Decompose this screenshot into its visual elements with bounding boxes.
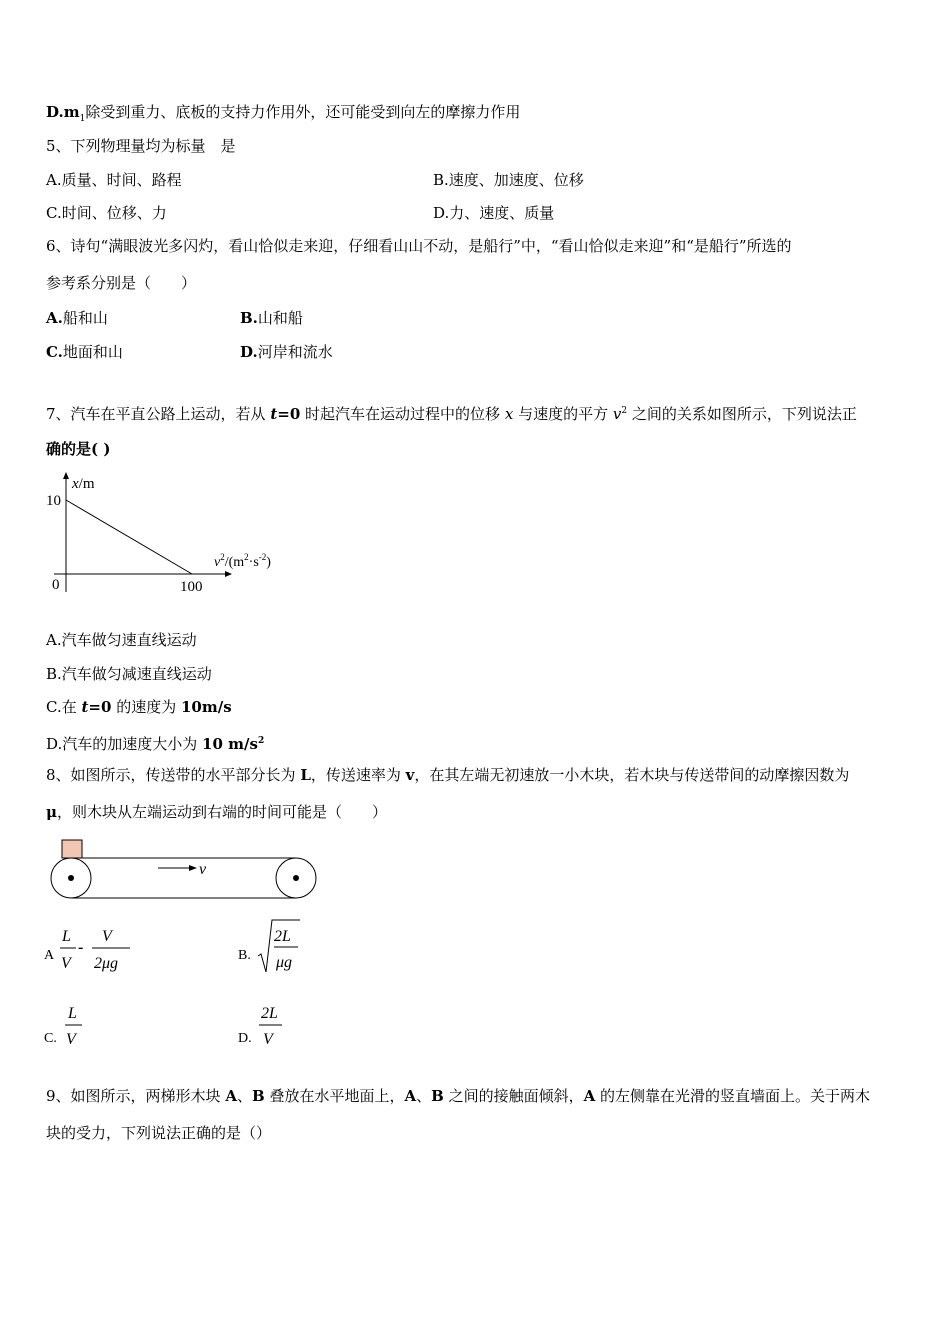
q7-var-v: v [612, 405, 622, 423]
q8-stem-c: ，在其左端无初速放一小木块，若木块与传送带间的动摩擦因数为 [414, 766, 850, 784]
svg-text:V: V [61, 955, 71, 972]
q7-var-x: x [504, 405, 514, 423]
q6-option-a-text: 船和山 [62, 309, 108, 327]
q7-stem-part-b: 时起汽车在运动过程中的位移 [300, 405, 505, 423]
q5-stem: 5、下列物理量均为标量 是 [46, 137, 236, 155]
svg-text:2μg: 2μg [94, 955, 119, 972]
q7-sq: 2 [621, 406, 628, 416]
q7-graph-y-label: x/m [72, 476, 95, 492]
q7-graph-x-intercept: 100 [180, 579, 203, 595]
q9-stem-a: 9、如图所示，两梯形木块 [46, 1087, 226, 1105]
q8-var-mu: μ [46, 803, 57, 821]
q9-var-b: B [251, 1087, 265, 1105]
q9-stem-d: 的左侧靠在光滑的竖直墙面上。关于两木 [595, 1087, 870, 1105]
q8-stem-b: ，传送速率为 [310, 766, 406, 784]
svg-text:μg: μg [276, 954, 293, 971]
q8-belt-label: v [199, 861, 207, 878]
svg-text:V: V [102, 928, 112, 945]
q8-option-c [44, 998, 104, 1050]
q9-sep2: 、 [416, 1087, 432, 1105]
q8-option-d [238, 998, 308, 1050]
q8-stem-a: 8、如图所示，传送带的水平部分长为 [46, 766, 301, 784]
q9-var-b2: B [431, 1087, 444, 1105]
q7-option-d-a: D.汽车的加速度大小为 [46, 735, 203, 753]
q7-stem-part-a: 7、汽车在平直公路上运动，若从 [46, 405, 271, 423]
q5-option-d: D.力、速度、质量 [433, 204, 555, 222]
q6-option-d [240, 342, 333, 362]
q7-option-b: B.汽车做匀减速直线运动 [46, 665, 212, 683]
q7-option-a: A.汽车做匀速直线运动 [46, 631, 197, 649]
q7-stem-part-d: 之间的关系如图所示，下列说法正 [627, 405, 857, 423]
svg-text:V: V [263, 1031, 273, 1048]
q7-stem-part-c: 与速度的平方 [513, 405, 613, 423]
q8-stem-d: ，则木块从左端运动到右端的时间可能是（ ） [56, 803, 387, 821]
q7-graph-y-intercept: 10 [46, 493, 61, 509]
q6-option-b [240, 308, 303, 328]
q6-stem-line2: 参考系分别是（ ） [46, 274, 197, 292]
q6-option-c [46, 342, 123, 362]
q8-stem-line1 [46, 765, 849, 785]
q4-option-d-text: 除受到重力、底板的支持力作用外，还可能受到向左的摩擦力作用 [85, 103, 521, 121]
q8-var-l: L [300, 766, 311, 784]
q7-graph [40, 470, 300, 600]
q4-option-d-sub: 1 [79, 114, 86, 124]
q7-option-d-b: 10 m/s [202, 735, 258, 753]
q7-option-c [46, 697, 232, 717]
svg-text:L: L [68, 1005, 77, 1022]
q4-option-d [46, 102, 520, 129]
q5-option-c: C.时间、位移、力 [46, 204, 167, 222]
q8-var-v: v [405, 766, 415, 784]
q6-option-d-text: 河岸和流水 [257, 343, 333, 361]
q6-stem-line1: 6、诗句“满眼波光多闪灼，看山恰似走来迎，仔细看山山不动，是船行”中，“看山恰似走来迎”和“是船行”所选的 [46, 237, 792, 255]
q9-stem-c: 之间的接触面倾斜， [443, 1087, 584, 1105]
q6-option-d-letter: D. [240, 343, 258, 361]
q8-option-a [44, 920, 144, 976]
q9-stem-line2: 块的受力，下列说法正确的是（） [46, 1124, 272, 1142]
q9-stem-b: 叠放在水平地面上， [264, 1087, 405, 1105]
q8-block [62, 840, 82, 858]
q7-stem-line1 [46, 401, 857, 424]
q6-option-a [46, 308, 108, 328]
svg-text:V: V [66, 1031, 76, 1048]
q8-option-b-letter: B. [238, 948, 251, 963]
q6-option-b-text: 山和船 [257, 309, 303, 327]
q7-graph-origin: 0 [52, 577, 60, 593]
q8-option-c-letter: C. [44, 1031, 57, 1046]
q9-var-a: A [225, 1087, 237, 1105]
q7-stem-line2: 确的是( ) [46, 440, 111, 458]
svg-text:L: L [62, 928, 71, 945]
q7-graph-x-label: $v^2/(m^2\cdot s^{-2})$ [214, 552, 271, 570]
q7-option-c-t: t [81, 698, 89, 716]
q5-option-a: A.质量、时间、路程 [46, 171, 182, 189]
q9-stem-line1 [46, 1086, 870, 1106]
q5-option-b: B.速度、加速度、位移 [433, 171, 584, 189]
q8-arrow-icon [189, 865, 197, 871]
q7-option-c-c: 的速度为 [111, 698, 181, 716]
svg-text:2L: 2L [274, 928, 291, 945]
q7-option-c-d: 10m/s [180, 698, 232, 716]
q7-option-c-a: C.在 [46, 698, 82, 716]
q8-stem-line2 [46, 802, 387, 822]
q6-option-c-letter: C. [46, 343, 63, 361]
q8-option-b [238, 916, 338, 976]
svg-text:-: - [78, 939, 84, 956]
q9-sep: 、 [236, 1087, 252, 1105]
q6-option-c-text: 地面和山 [62, 343, 123, 361]
q7-option-d-sup: 2 [257, 736, 265, 746]
q8-option-d-letter: D. [238, 1031, 252, 1046]
q9-var-a3: A [583, 1087, 596, 1105]
svg-text:2L: 2L [261, 1005, 278, 1022]
q4-option-d-letter: D.m [46, 103, 80, 121]
q6-option-a-letter: A. [46, 309, 63, 327]
q8-conveyor-diagram [46, 836, 321, 906]
q7-option-d [46, 731, 264, 754]
q8-option-a-letter: A [44, 948, 55, 963]
q7-option-c-b: =0 [88, 698, 112, 716]
q7-graph-line [66, 500, 192, 574]
q6-option-b-letter: B. [240, 309, 258, 327]
q7-var-t: t [270, 405, 278, 423]
q9-var-a2: A [404, 1087, 417, 1105]
q7-eq0: =0 [277, 405, 301, 423]
